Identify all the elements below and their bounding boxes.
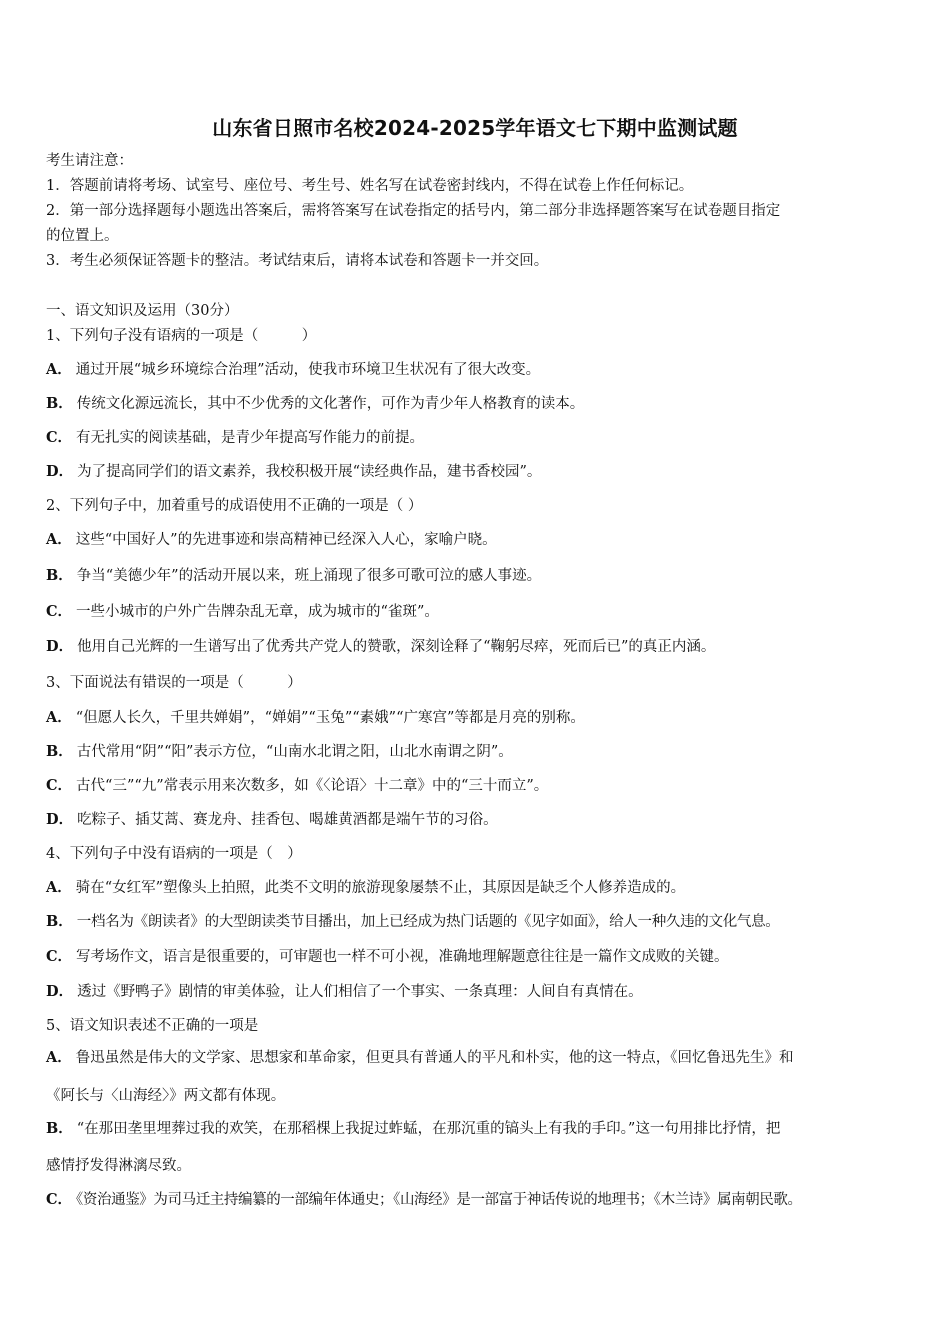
option-a xyxy=(46,709,585,727)
option-d xyxy=(46,983,643,1001)
option-a xyxy=(46,1049,794,1067)
notice-item: 3．考生必须保证答题卡的整洁。考试结束后，请将本试卷和答题卡一并交回。 xyxy=(46,253,549,269)
option-label: A． xyxy=(46,361,72,378)
option-d xyxy=(46,638,715,656)
option-label: A． xyxy=(46,531,72,548)
page-title: 山东省日照市名校2024-2025学年语文七下期中监测试题 xyxy=(212,116,738,140)
option-b xyxy=(46,743,513,761)
option-text: 争当“美德少年”的活动开展以来，班上涌现了很多可歌可泣的感人事迹。 xyxy=(76,568,542,584)
option-text: 这些“中国好人”的先进事迹和崇高精神已经深入人心，家喻户晓。 xyxy=(75,532,497,548)
option-text: 一档名为《朗读者》的大型朗读类节目播出，加上已经成为热门话题的《见字如面》，给人一种久违的文化气息。 xyxy=(76,914,780,930)
option-text: 他用自己光辉的一生谱写出了优秀共产党人的赞歌，深刻诠释了“鞠躬尽瘁，死而后已”的真正内涵。 xyxy=(77,639,716,655)
option-text: 骑在“女红军”塑像头上拍照，此类不文明的旅游现象屡禁不止，其原因是缺乏个人修养造成的。 xyxy=(75,880,686,896)
option-text: 鲁迅虽然是伟大的文学家、思想家和革命家，但更具有普通人的平凡和朴实，他的这一特点，《回忆鲁迅先生》和 xyxy=(75,1050,794,1066)
option-b xyxy=(46,1120,780,1138)
option-a xyxy=(46,879,685,897)
option-b xyxy=(46,913,780,931)
option-label: C． xyxy=(46,1191,73,1208)
option-label: A． xyxy=(46,709,72,726)
option-c xyxy=(46,948,729,966)
option-text: 通过开展“城乡环境综合治理”活动，使我市环境卫生状况有了很大改变。 xyxy=(75,362,541,378)
option-label: D． xyxy=(46,463,74,480)
question-stem: 3、下面说法有错误的一项是（ ） xyxy=(46,675,302,691)
option-c xyxy=(46,1191,802,1209)
option-text: “在那田垄里埋葬过我的欢笑，在那稻棵上我捉过蚱蜢，在那沉重的镐头上有我的手印。”这一句用排比抒情，把 xyxy=(76,1121,781,1137)
section-heading: 一、语文知识及运用（30分） xyxy=(46,303,239,319)
option-label: D． xyxy=(46,638,74,655)
option-c xyxy=(46,777,548,795)
option-text: 传统文化源远流长，其中不少优秀的文化著作，可作为青少年人格教育的读本。 xyxy=(76,396,585,412)
option-label: B． xyxy=(46,913,73,930)
question-stem: 2、下列句子中，加着重号的成语使用不正确的一项是（ ） xyxy=(46,498,423,514)
option-d xyxy=(46,811,498,829)
option-label: B． xyxy=(46,1120,73,1137)
option-b xyxy=(46,567,541,585)
option-label: C． xyxy=(46,948,73,965)
option-label: D． xyxy=(46,811,74,828)
option-text: 《资治通鉴》为司马迁主持编纂的一部编年体通史；《山海经》是一部富于神话传说的地理书；《木兰诗》属南朝民歌。 xyxy=(76,1192,802,1208)
option-text: 为了提高同学们的语文素养，我校积极开展“读经典作品，建书香校园”。 xyxy=(77,464,542,480)
option-label: C． xyxy=(46,777,73,794)
option-c xyxy=(46,603,439,621)
option-label: C． xyxy=(46,429,73,446)
option-label: B． xyxy=(46,395,73,412)
option-text: 古代“三”“九”常表示用来次数多，如《〈论语〉十二章》中的“三十而立”。 xyxy=(76,778,549,794)
option-d xyxy=(46,463,541,481)
question-stem: 5、语文知识表述不正确的一项是 xyxy=(46,1018,259,1034)
option-text: 古代常用“阴”“阳”表示方位，“山南水北谓之阳，山北水南谓之阴”。 xyxy=(76,744,513,760)
option-text: 有无扎实的阅读基础，是青少年提高写作能力的前提。 xyxy=(76,430,425,446)
option-c xyxy=(46,429,424,447)
option-label: B． xyxy=(46,567,73,584)
option-label: D． xyxy=(46,983,74,1000)
notice-heading: 考生请注意： xyxy=(46,153,133,169)
question-stem: 4、下列句子中没有语病的一项是（ ） xyxy=(46,846,302,862)
option-label: B． xyxy=(46,743,73,760)
option-continuation: 感情抒发得淋漓尽致。 xyxy=(46,1158,191,1174)
option-label: A． xyxy=(46,879,72,896)
option-label: C． xyxy=(46,603,73,620)
question-stem: 1、下列句子没有语病的一项是（ ） xyxy=(46,328,317,344)
option-text: 透过《野鸭子》剧情的审美体验，让人们相信了一个事实、一条真理：人间自有真情在。 xyxy=(77,984,643,1000)
option-label: A． xyxy=(46,1049,72,1066)
notice-item: 1．答题前请将考场、试室号、座位号、考生号、姓名写在试卷密封线内，不得在试卷上作任何标记。 xyxy=(46,178,694,194)
option-text: 写考场作文，语言是很重要的，可审题也一样不可小视，准确地理解题意往往是一篇作文成败的关键。 xyxy=(76,949,729,965)
option-a xyxy=(46,361,540,379)
notice-item: 的位置上。 xyxy=(46,228,119,244)
option-text: 一些小城市的户外广告牌杂乱无章，成为城市的“雀斑”。 xyxy=(76,604,439,620)
option-text: “但愿人长久，千里共婵娟”，“婵娟”“玉兔”“素娥”“广寒宫”等都是月亮的别称。 xyxy=(75,710,585,726)
option-text: 吃粽子、插艾蒿、赛龙舟、挂香包、喝雄黄酒都是端午节的习俗。 xyxy=(77,812,498,828)
option-a xyxy=(46,531,497,549)
option-b xyxy=(46,395,584,413)
option-continuation: 《阿长与〈山海经〉》两文都有体现。 xyxy=(46,1088,286,1104)
notice-item: 2．第一部分选择题每小题选出答案后，需将答案写在试卷指定的括号内，第二部分非选择题答案写在试卷题目指定 xyxy=(46,203,781,219)
